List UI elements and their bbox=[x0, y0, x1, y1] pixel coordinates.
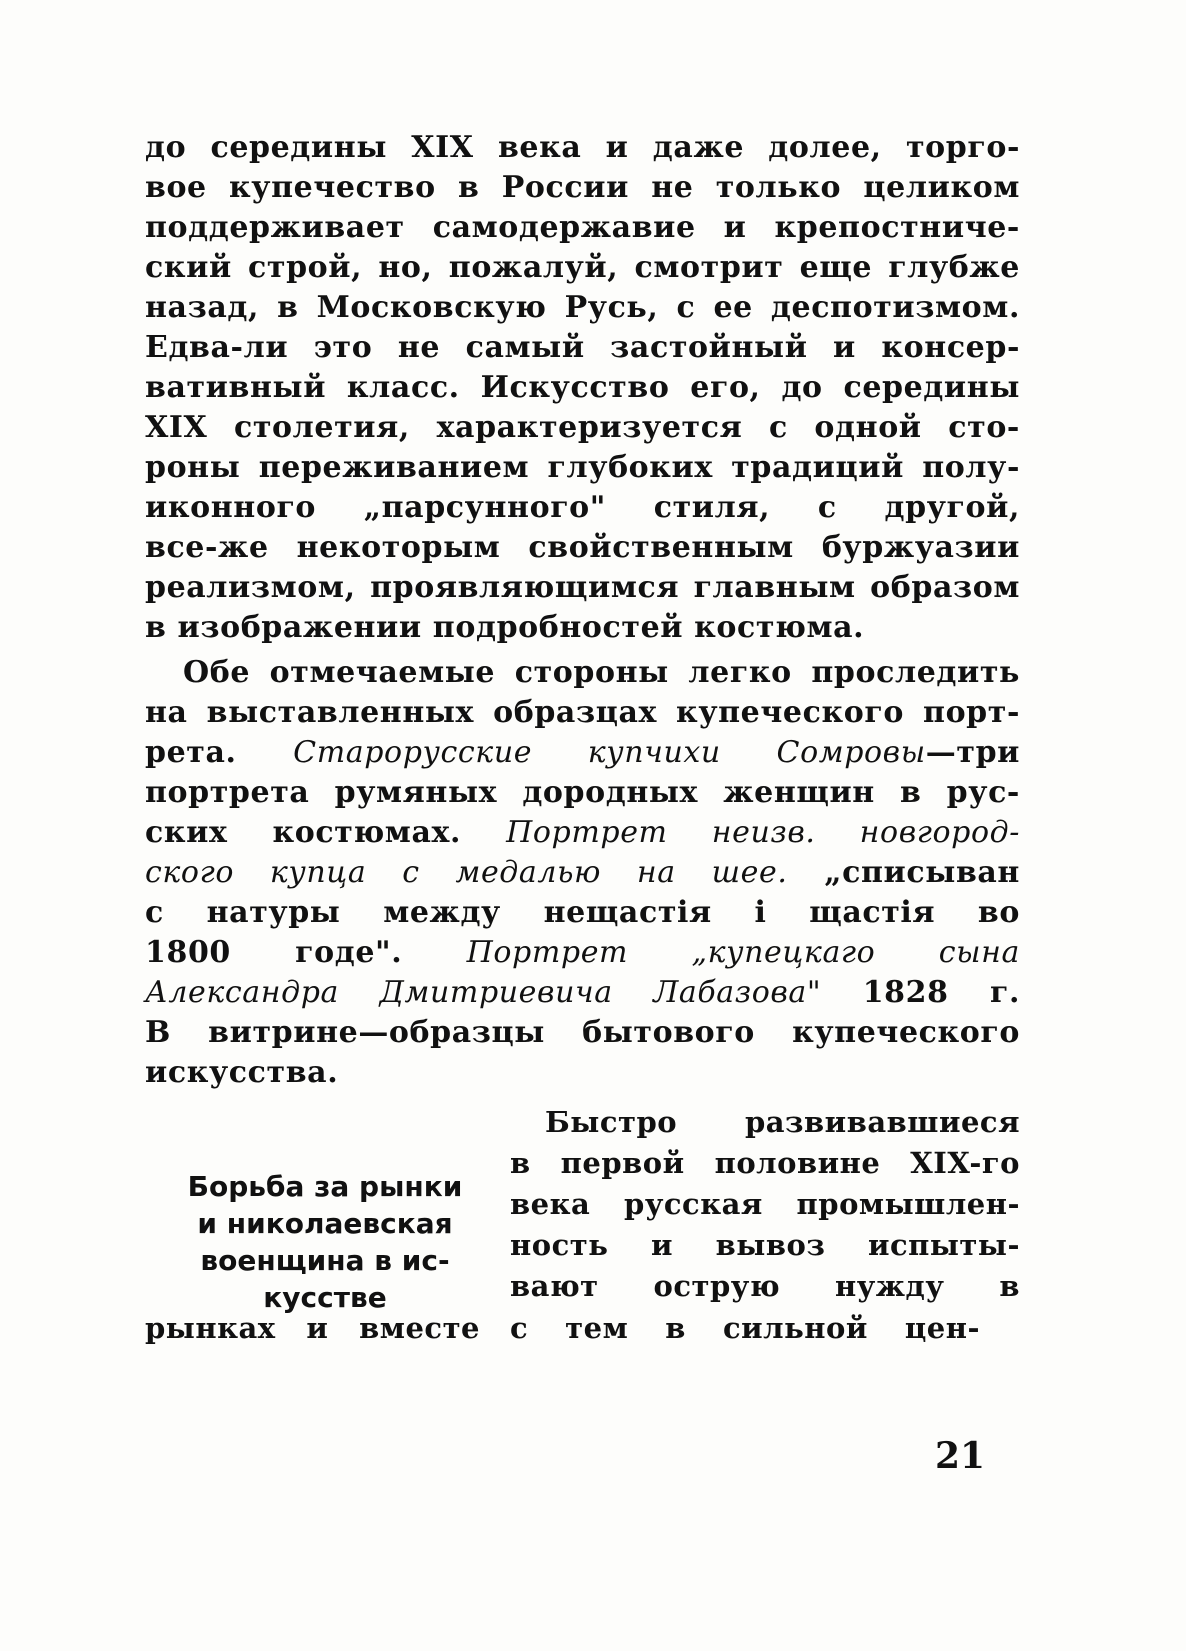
artwork-title: Портрет неизв. новгород- bbox=[506, 815, 1020, 850]
text-line: ский строй, но, пожалуй, смотрит еще глубже bbox=[145, 250, 1020, 285]
text-line: вативный класс. Искусство его, до середины bbox=[145, 370, 1020, 405]
text-line: Едва-ли это не самый застойный и консер- bbox=[145, 330, 1020, 365]
text-line bbox=[145, 933, 1020, 973]
text-line: роны переживанием глубоких традиций полу- bbox=[145, 450, 1020, 485]
text-line: реализмом, проявляющимся главным образом bbox=[145, 570, 1020, 605]
text-line: портрета румяных дородных женщин в рус- bbox=[145, 775, 1020, 810]
side-heading-line: Борьба за рынки bbox=[187, 1170, 463, 1203]
text-line: до середины XIX века и даже долее, торго- bbox=[145, 130, 1020, 165]
text-line: XIX столетия, характеризуется с одной сто- bbox=[145, 410, 1020, 445]
text-fragment: 1828 г. bbox=[862, 975, 1021, 1010]
text-line bbox=[145, 853, 1020, 893]
text-line: с тем в сильной цен- bbox=[510, 1311, 980, 1345]
text-fragment: 1800 годе". bbox=[145, 935, 403, 970]
side-heading-line: и николаевская bbox=[197, 1207, 453, 1240]
text-line bbox=[145, 813, 1020, 853]
text-fragment: ских костюмах. bbox=[145, 815, 462, 850]
side-heading bbox=[145, 1168, 505, 1316]
page-number: 21 bbox=[935, 1435, 986, 1477]
artwork-title: Портрет „купецкаго сына bbox=[466, 935, 1020, 970]
text-line: назад, в Московскую Русь, с ее деспотизмом. bbox=[145, 290, 1020, 325]
text-line: с натуры между нещастія і щастія во bbox=[145, 895, 1020, 930]
text-line: на выставленных образцах купеческого порт- bbox=[145, 695, 1020, 730]
text-fragment: рета. bbox=[145, 735, 237, 770]
text-line: поддерживает самодержавие и крепостниче- bbox=[145, 210, 1020, 245]
text-line: вое купечество в России не только целиком bbox=[145, 170, 1020, 205]
paragraph-1 bbox=[145, 128, 1020, 648]
paragraph-2 bbox=[145, 653, 1020, 1093]
text-line bbox=[145, 733, 1020, 773]
text-line: Обе отмечаемые стороны легко проследить bbox=[183, 655, 1020, 690]
text-line: иконного „парсунного" стиля, с другой, bbox=[145, 490, 1020, 525]
text-line: искусства. bbox=[145, 1055, 339, 1090]
side-heading-line: военщина в ис- bbox=[200, 1244, 450, 1277]
column-text-line: Быстро развивавшиеся bbox=[545, 1105, 1020, 1139]
text-line: в изображении подробностей костюма. bbox=[145, 610, 865, 645]
column-text-line: в первой половине XIX-го bbox=[510, 1146, 1020, 1180]
text-fragment: —три bbox=[925, 735, 1020, 770]
artwork-title: ского купца с медалью на шее. bbox=[145, 855, 788, 890]
column-text-line: ность и вывоз испыты- bbox=[510, 1228, 1020, 1262]
artwork-title: Старорусские купчихи Сомровы bbox=[293, 735, 926, 770]
column-text-line: века русская промышлен- bbox=[510, 1187, 1020, 1221]
column-text-line: вают острую нужду в bbox=[510, 1269, 1020, 1303]
text-line: В витрине—образцы бытового купеческого bbox=[145, 1015, 1020, 1050]
artwork-title: Александра Дмитриевича Лабазова" bbox=[145, 975, 822, 1010]
text-line: рынках и вместе bbox=[145, 1311, 480, 1345]
text-line bbox=[145, 973, 1020, 1013]
text-fragment: „списыван bbox=[824, 855, 1020, 890]
side-heading-line: кусстве bbox=[263, 1281, 387, 1314]
text-line: все-же некоторым свойственным буржуазии bbox=[145, 530, 1020, 565]
